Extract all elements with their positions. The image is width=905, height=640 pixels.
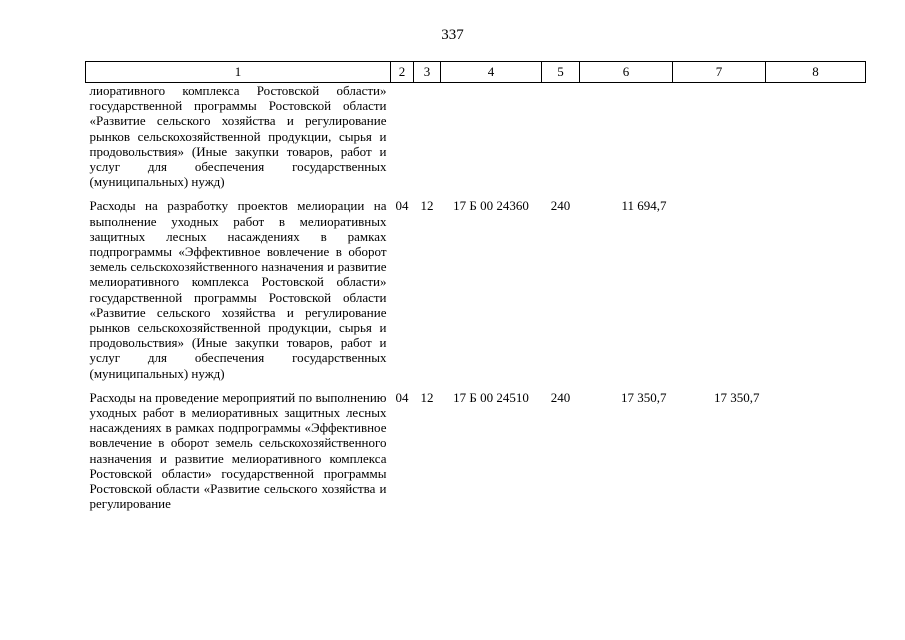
header-row — [86, 62, 866, 83]
row-section-code: 12 — [420, 198, 434, 214]
table-row — [86, 83, 866, 190]
table-row — [86, 189, 866, 380]
row-sum-col-6: 17 350,7 — [621, 389, 667, 405]
row-description: Расходы на проведение мероприятий по выполнению уходных работ в мелиоративных защитных лесных насаждениях в рамках подпрограммы «Эффективное вовлечение в оборот земель сельскохозяйственного назначения и развитие мелиоративного комплекса Ростовской области» государственной программы Ростовской области «Развитие сельского хозяйства и регулирование — [89, 389, 387, 512]
header-col-1: 1 — [86, 62, 391, 83]
row-sum-col-8 — [766, 381, 866, 512]
header-col-7: 7 — [673, 62, 766, 83]
row-sum-col-6 — [580, 83, 673, 190]
page-number: 337 — [441, 27, 464, 43]
budget-table — [85, 61, 866, 511]
row-ministry-code: 04 — [395, 389, 409, 405]
row-sum-col-8 — [766, 83, 866, 190]
row-expense-type: 240 — [550, 389, 571, 405]
row-ministry-code — [391, 83, 414, 190]
header-col-2: 2 — [391, 62, 414, 83]
row-sum-col-7: 17 350,7 — [714, 389, 760, 405]
row-ministry-code: 04 — [395, 198, 409, 214]
header-col-3: 3 — [414, 62, 441, 83]
row-target-code — [441, 83, 542, 190]
row-section-code — [414, 83, 441, 190]
table-row — [86, 381, 866, 512]
row-description: лиоративного комплекса Ростовской области» государственной программы Ростовской области «Развитие сельского хозяйства и регулирование рынков сельскохозяйственной продукции, сырья и продовольствия» (Иные закупки товаров, работ и услуг для обеспечения государственных (муниципальных) нужд) — [89, 83, 387, 190]
row-target-code: 17 Б 00 24360 — [453, 198, 529, 214]
row-sum-col-8 — [766, 189, 866, 380]
row-target-code: 17 Б 00 24510 — [453, 389, 529, 405]
header-col-6: 6 — [580, 62, 673, 83]
row-sum-col-7 — [673, 189, 766, 380]
row-section-code: 12 — [420, 389, 434, 405]
header-col-8: 8 — [766, 62, 866, 83]
row-expense-type — [542, 83, 580, 190]
row-sum-col-6: 11 694,7 — [621, 198, 667, 214]
header-col-4: 4 — [441, 62, 542, 83]
row-expense-type: 240 — [550, 198, 571, 214]
header-col-5: 5 — [542, 62, 580, 83]
row-description: Расходы на разработку проектов мелиорации на выполнение уходных работ в мелиоративных защитных лесных насаждениях в рамках подпрограммы «Эффективное вовлечение в оборот земель сельскохозяйственного назначения и развитие мелиоративного комплекса Ростовской области» государственной программы Ростовской области «Развитие сельского хозяйства и регулирование рынков сельскохозяйственной продукции, сырья и продовольствия» (Иные закупки товаров, работ и услуг для обеспечения государственных (муниципальных) нужд) — [89, 198, 387, 381]
row-sum-col-7 — [673, 83, 766, 190]
